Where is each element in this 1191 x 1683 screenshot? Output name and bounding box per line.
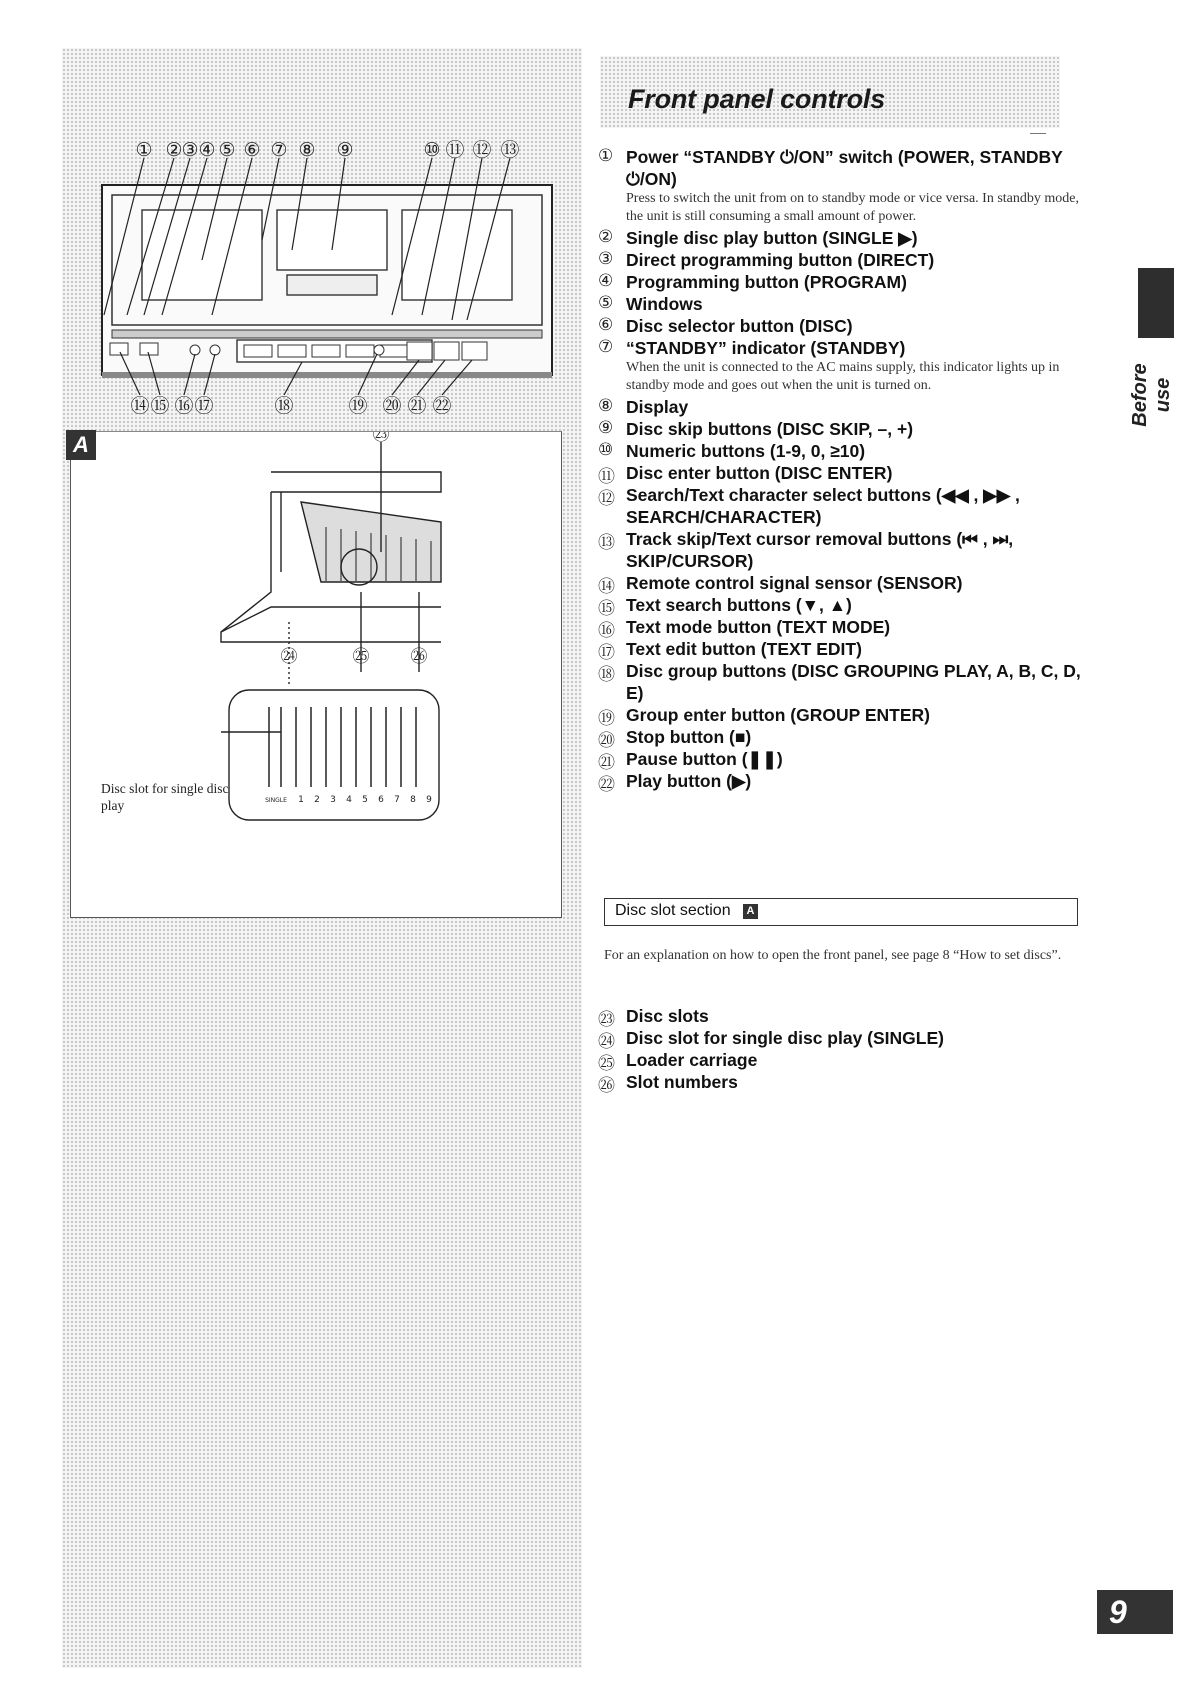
page-title: Front panel controls xyxy=(628,84,886,114)
item-label: Track skip/Text cursor removal buttons (⏮ , ⏭, SKIP/CURSOR) xyxy=(626,529,1014,571)
slot-number: 7 xyxy=(394,795,400,805)
item-label: Disc selector button (DISC) xyxy=(626,316,853,336)
list-item xyxy=(598,748,1098,773)
item-label: Display xyxy=(626,397,689,417)
list-item xyxy=(598,1049,1098,1074)
item-number: ⑱ xyxy=(598,665,615,685)
slot-numbers-row xyxy=(265,795,432,805)
list-item xyxy=(598,770,1098,795)
list-item xyxy=(598,462,1098,487)
item-number: ⑥ xyxy=(598,315,614,335)
callout-label: ⑳ xyxy=(382,395,402,417)
slot-number: SINGLE xyxy=(265,797,287,804)
item-label: Text edit button (TEXT EDIT) xyxy=(626,639,862,659)
list-item xyxy=(598,315,1098,337)
figure-a-disc-slot xyxy=(70,431,562,918)
callout-label: ⑰ xyxy=(194,395,214,417)
list-item xyxy=(598,396,1098,418)
item-label: Programming button (PROGRAM) xyxy=(626,272,907,292)
item-label: Slot numbers xyxy=(626,1072,738,1092)
callout-label: ③ xyxy=(181,140,199,161)
list-item xyxy=(598,337,1098,394)
item-label: Windows xyxy=(626,294,703,314)
callout-label: ㉒ xyxy=(432,395,452,417)
item-label: Disc enter button (DISC ENTER) xyxy=(626,463,893,483)
list-item xyxy=(598,418,1098,440)
slot-number: 4 xyxy=(346,795,352,805)
front-panel-controls-list xyxy=(598,146,1098,795)
callout-label: ⑮ xyxy=(150,395,170,417)
item-number: ⑨ xyxy=(598,418,614,438)
item-label: Remote control signal sensor (SENSOR) xyxy=(626,573,963,593)
item-label: Disc slot for single disc play (SINGLE) xyxy=(626,1028,944,1048)
figure-a-badge: A xyxy=(66,430,96,460)
list-item xyxy=(598,271,1098,293)
slot-number: 6 xyxy=(378,795,384,805)
item-number: ④ xyxy=(598,271,614,291)
list-item xyxy=(598,293,1098,315)
item-number: ⑬ xyxy=(598,533,615,553)
list-item xyxy=(598,660,1098,704)
item-label: Search/Text character select buttons (◀◀ , ▶▶ , SEARCH/CHARACTER) xyxy=(626,485,1020,527)
device-front-illustration xyxy=(62,140,582,430)
callout-label: ⑱ xyxy=(274,395,294,417)
list-item xyxy=(598,484,1098,528)
disc-slot-section-heading xyxy=(604,898,1078,926)
item-number: ㉕ xyxy=(598,1054,615,1074)
callout-label: ㉓ xyxy=(372,432,390,445)
callout-label: ⑬ xyxy=(500,140,520,161)
slot-number: 3 xyxy=(330,795,336,805)
title-rule xyxy=(1030,133,1046,134)
item-number: ⑩ xyxy=(598,440,614,460)
item-label: Numeric buttons (1-9, 0, ≥10) xyxy=(626,441,866,461)
item-number: ㉖ xyxy=(598,1076,615,1096)
list-item xyxy=(598,704,1098,729)
item-number: ③ xyxy=(598,249,614,269)
item-label: Pause button (❚❚) xyxy=(626,749,783,769)
item-description: Press to switch the unit from on to standby mode or vice versa. In standby mode, the unit is still consuming a small amount of power. xyxy=(626,191,1079,224)
item-number: ㉔ xyxy=(598,1032,615,1052)
item-number: ⑪ xyxy=(598,467,615,487)
callout-label: ㉑ xyxy=(407,395,427,417)
callout-label: ⑧ xyxy=(298,140,316,161)
callout-label: ㉔ xyxy=(280,647,298,667)
item-number: ⑭ xyxy=(598,577,615,597)
item-number: ① xyxy=(598,146,614,166)
item-label: Loader carriage xyxy=(626,1050,758,1070)
item-label: Play button (▶) xyxy=(626,771,752,791)
list-item xyxy=(598,528,1098,572)
list-item xyxy=(598,572,1098,597)
callout-label: ⑭ xyxy=(130,395,150,417)
item-label: “STANDBY” indicator (STANDBY) xyxy=(626,338,906,358)
page-number: 9 xyxy=(1097,1590,1173,1634)
callout-label: ⑤ xyxy=(218,140,236,161)
top-callouts xyxy=(135,140,519,161)
item-label: Power “STANDBY ⏻/ON” switch (POWER, STANDBY ⏻/ON) xyxy=(626,147,1063,189)
list-item xyxy=(598,638,1098,663)
callout-label: ⑯ xyxy=(174,395,194,417)
item-label: Disc slots xyxy=(626,1006,709,1026)
slot-number: 8 xyxy=(410,795,416,805)
item-description: When the unit is connected to the AC mains supply, this indicator lights up in standby mode and goes out when the unit is turned on. xyxy=(626,360,1060,393)
list-item xyxy=(598,146,1098,225)
item-label: Disc group buttons (DISC GROUPING PLAY, A, B, C, D, E) xyxy=(626,661,1081,703)
item-label: Group enter button (GROUP ENTER) xyxy=(626,705,930,725)
list-item xyxy=(598,227,1098,249)
item-number: ⑰ xyxy=(598,643,615,663)
list-item xyxy=(598,1005,1098,1030)
item-number: ⑤ xyxy=(598,293,614,313)
item-label: Single disc play button (SINGLE ▶) xyxy=(626,228,918,248)
callout-label: ⑨ xyxy=(336,140,354,161)
item-number: ⑯ xyxy=(598,621,615,641)
slot-number: 2 xyxy=(314,795,320,805)
item-label: Direct programming button (DIRECT) xyxy=(626,250,935,270)
callout-label: ② xyxy=(165,140,183,161)
slot-number: 9 xyxy=(426,795,432,805)
item-number: ⑧ xyxy=(598,396,614,416)
item-number: ⑮ xyxy=(598,599,615,619)
item-number: ⑫ xyxy=(598,489,615,509)
disc-slot-illustration xyxy=(71,432,561,917)
callout-label: ⑦ xyxy=(270,140,288,161)
list-item xyxy=(598,1027,1098,1052)
section-badge: A xyxy=(743,904,758,919)
item-number: ② xyxy=(598,227,614,247)
slot-number: 1 xyxy=(298,795,304,805)
item-label: Text search buttons (▼, ▲) xyxy=(626,595,852,615)
list-item xyxy=(598,249,1098,271)
item-label: Text mode button (TEXT MODE) xyxy=(626,617,891,637)
callout-label: ⑩ xyxy=(423,140,441,161)
item-number: ⑳ xyxy=(598,731,615,751)
callout-label: ① xyxy=(135,140,153,161)
item-number: ⑦ xyxy=(598,337,614,357)
slot-number: 5 xyxy=(362,795,368,805)
callout-label: ㉕ xyxy=(352,647,370,667)
callout-label: ⑪ xyxy=(445,140,465,161)
item-number: ㉑ xyxy=(598,753,615,773)
bottom-callouts xyxy=(130,395,451,417)
list-item xyxy=(598,726,1098,751)
side-tab-marker xyxy=(1138,268,1174,338)
disc-slot-items-list xyxy=(598,1005,1098,1096)
item-label: Stop button (■) xyxy=(626,727,752,747)
callout-label: ⑫ xyxy=(472,140,492,161)
callout-label: ㉖ xyxy=(410,647,428,667)
callout-label: ⑥ xyxy=(243,140,261,161)
section-title: Disc slot section xyxy=(615,902,731,919)
list-item xyxy=(598,594,1098,619)
list-item xyxy=(598,440,1098,462)
list-item xyxy=(598,616,1098,641)
side-tab-label: Before use xyxy=(1129,363,1174,427)
item-number: ㉒ xyxy=(598,775,615,795)
front-panel-note: For an explanation on how to open the front panel, see page 8 “How to set discs”. xyxy=(604,948,1062,963)
single-slot-caption: Disc slot for single disc play xyxy=(101,781,229,813)
item-number: ㉓ xyxy=(598,1010,615,1030)
callout-label: ⑲ xyxy=(348,395,368,417)
callout-label: ④ xyxy=(198,140,216,161)
item-number: ⑲ xyxy=(598,709,615,729)
list-item xyxy=(598,1071,1098,1096)
item-label: Disc skip buttons (DISC SKIP, –, +) xyxy=(626,419,914,439)
